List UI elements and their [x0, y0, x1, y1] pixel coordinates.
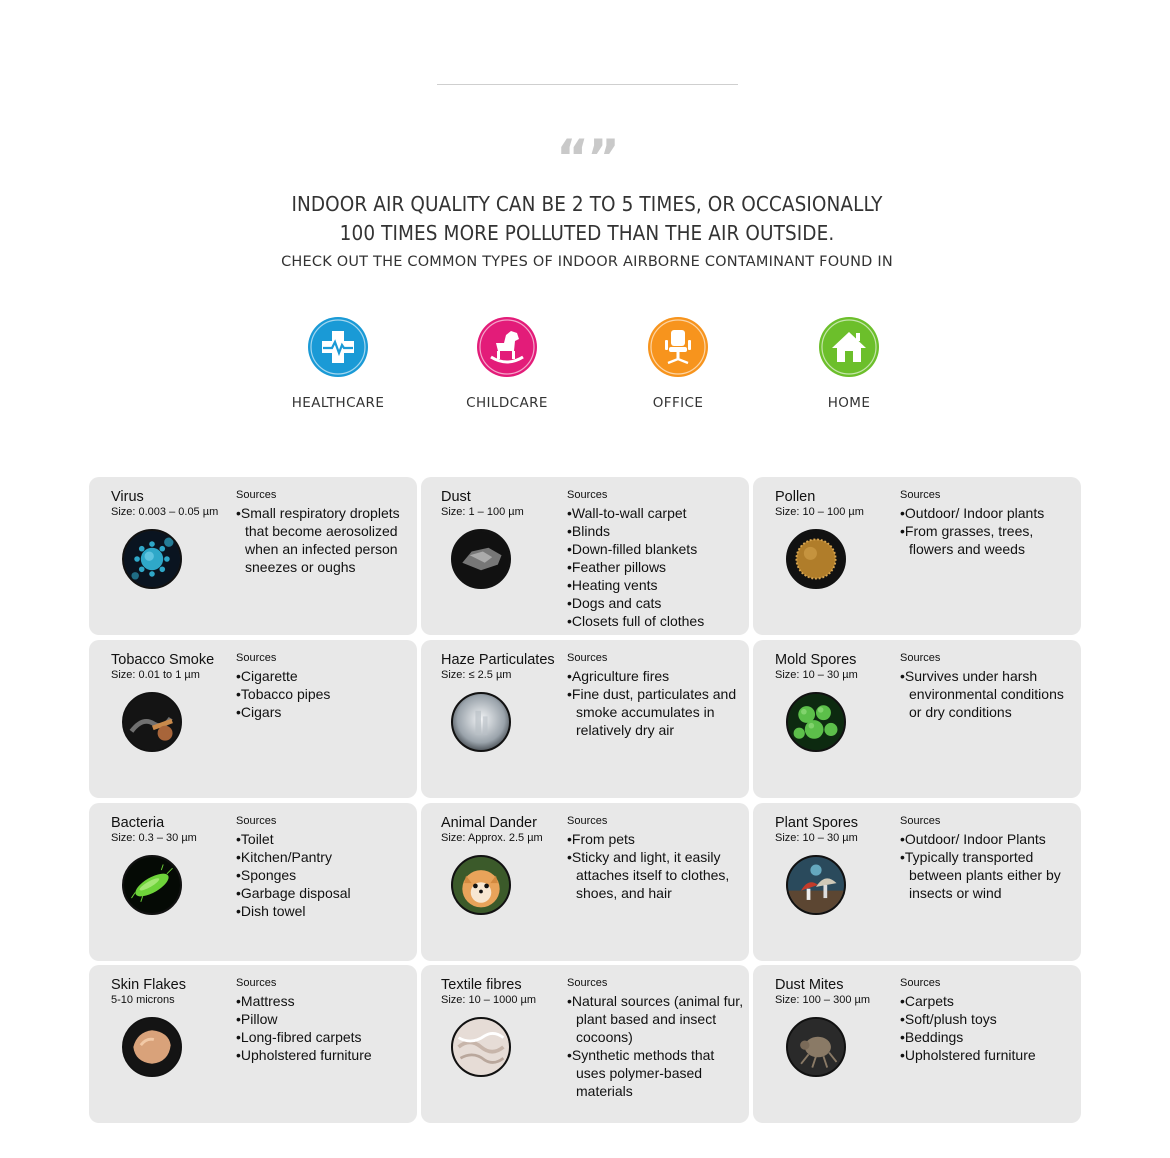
contaminant-card-skin-flakes	[89, 965, 417, 1123]
env-healthcare[interactable]	[268, 317, 408, 411]
source-item: • Feather pillows	[567, 558, 745, 576]
dust-image	[451, 529, 511, 589]
bacteria-image	[122, 855, 182, 915]
contaminant-name: Dust	[441, 489, 471, 505]
pollen-image	[786, 529, 846, 589]
source-item: • From grasses, trees, flowers and weeds	[900, 522, 1078, 558]
sources-list	[900, 992, 1078, 1064]
contaminant-card-dust	[421, 477, 749, 635]
sources-list	[900, 830, 1078, 902]
source-item: • Sticky and light, it easily attaches itself to clothes, shoes, and hair	[567, 848, 745, 902]
source-item: • Soft/plush toys	[900, 1010, 1078, 1028]
sources-list	[567, 667, 745, 739]
source-item: • Tobacco pipes	[236, 685, 414, 703]
sources-list	[567, 992, 745, 1100]
quote-icon: “”	[556, 129, 618, 187]
sources-list	[236, 504, 414, 576]
mold-spores-image	[786, 692, 846, 752]
source-item: • Outdoor/ Indoor plants	[900, 504, 1078, 522]
headline-line-1: INDOOR AIR QUALITY CAN BE 2 TO 5 TIMES, OR OCCASIONALLY	[291, 192, 883, 216]
medical-cross-icon	[308, 317, 368, 377]
haze-image	[451, 692, 511, 752]
contaminant-name: Animal Dander	[441, 815, 537, 831]
sources-list	[900, 667, 1078, 721]
contaminant-name: Pollen	[775, 489, 816, 505]
contaminant-card-animal-dander	[421, 803, 749, 961]
contaminant-size: Size: 10 – 30 µm	[775, 669, 858, 681]
contaminant-card-virus	[89, 477, 417, 635]
source-item: • Carpets	[900, 992, 1078, 1010]
source-item: • Dogs and cats	[567, 594, 745, 612]
source-item: • Toilet	[236, 830, 414, 848]
contaminant-name: Virus	[111, 489, 144, 505]
source-item: • Pillow	[236, 1010, 414, 1028]
env-home[interactable]	[779, 317, 919, 411]
contaminant-size: Size: 100 – 300 µm	[775, 994, 871, 1006]
contaminant-size: Size: 1 – 100 µm	[441, 506, 524, 518]
source-item: • Typically transported between plants either by insects or wind	[900, 848, 1078, 902]
sources-list	[236, 667, 414, 721]
source-item: • Synthetic methods that uses polymer-based materials	[567, 1046, 745, 1100]
contaminant-size: Size: 0.3 – 30 µm	[111, 832, 197, 844]
contaminant-size: 5-10 microns	[111, 994, 175, 1006]
source-item: • Cigars	[236, 703, 414, 721]
contaminant-name: Skin Flakes	[111, 977, 186, 993]
textile-fibres-image	[451, 1017, 511, 1077]
sources-list	[567, 504, 745, 630]
source-item: • Garbage disposal	[236, 884, 414, 902]
sources-label: Sources	[236, 977, 277, 989]
tobacco-smoke-image	[122, 692, 182, 752]
contaminant-card-dust-mites	[753, 965, 1081, 1123]
source-item: • Natural sources (animal fur, plant based and insect cocoons)	[567, 992, 745, 1046]
headline-line-2: 100 TIMES MORE POLLUTED THAN THE AIR OUTSIDE.	[339, 221, 835, 245]
source-item: • From pets	[567, 830, 745, 848]
source-item: • Cigarette	[236, 667, 414, 685]
source-item: • Mattress	[236, 992, 414, 1010]
source-item: • Wall-to-wall carpet	[567, 504, 745, 522]
sources-label: Sources	[236, 815, 277, 827]
env-label: OFFICE	[652, 395, 704, 411]
env-label: HEALTHCARE	[291, 395, 385, 411]
sources-label: Sources	[900, 815, 941, 827]
contaminant-size: Size: 10 – 1000 µm	[441, 994, 537, 1006]
source-item: • Outdoor/ Indoor Plants	[900, 830, 1078, 848]
contaminant-name: Dust Mites	[775, 977, 844, 993]
headline	[0, 190, 1170, 248]
source-item: • Agriculture fires	[567, 667, 745, 685]
virus-image	[122, 529, 182, 589]
contaminant-size: Size: 0.01 to 1 µm	[111, 669, 200, 681]
contaminant-name: Tobacco Smoke	[111, 652, 215, 668]
contaminant-size: Size: ≤ 2.5 µm	[441, 669, 512, 681]
source-item: • Fine dust, particulates and smoke accumulates in relatively dry air	[567, 685, 745, 739]
sources-label: Sources	[567, 652, 608, 664]
office-chair-icon	[648, 317, 708, 377]
env-label: CHILDCARE	[466, 395, 548, 411]
dust-mite-image	[786, 1017, 846, 1077]
sources-label: Sources	[567, 489, 608, 501]
source-item: • Kitchen/Pantry	[236, 848, 414, 866]
contaminant-name: Mold Spores	[775, 652, 857, 668]
contaminant-name: Textile fibres	[441, 977, 522, 993]
source-item: • Upholstered furniture	[900, 1046, 1078, 1064]
contaminant-name: Haze Particulates	[441, 652, 555, 668]
subheadline: CHECK OUT THE COMMON TYPES OF INDOOR AIRBORNE CONTAMINANT FOUND IN	[281, 254, 893, 270]
source-item: • Dish towel	[236, 902, 414, 920]
source-item: • Closets full of clothes	[567, 612, 745, 630]
source-item: • Small respiratory droplets that become aerosolized when an infected person sneezes or oughs	[236, 504, 414, 576]
contaminant-card-bacteria	[89, 803, 417, 961]
sources-label: Sources	[900, 489, 941, 501]
sources-list	[236, 992, 414, 1064]
source-item: • Sponges	[236, 866, 414, 884]
contaminant-name: Plant Spores	[775, 815, 859, 831]
contaminant-size: Size: 10 – 30 µm	[775, 832, 858, 844]
env-label: HOME	[827, 395, 871, 411]
source-item: • Heating vents	[567, 576, 745, 594]
sources-label: Sources	[900, 652, 941, 664]
source-item: • Blinds	[567, 522, 745, 540]
sources-list	[900, 504, 1078, 558]
contaminant-card-plant-spores	[753, 803, 1081, 961]
sources-label: Sources	[567, 815, 608, 827]
env-office[interactable]	[608, 317, 748, 411]
plant-spores-image	[786, 855, 846, 915]
env-childcare[interactable]	[437, 317, 577, 411]
sources-label: Sources	[567, 977, 608, 989]
top-divider	[437, 84, 738, 85]
source-item: • Upholstered furniture	[236, 1046, 414, 1064]
contaminant-name: Bacteria	[111, 815, 165, 831]
skin-flakes-image	[122, 1017, 182, 1077]
rocking-horse-icon	[477, 317, 537, 377]
sources-label: Sources	[236, 489, 277, 501]
sources-list	[567, 830, 745, 902]
contaminant-size: Size: Approx. 2.5 µm	[441, 832, 543, 844]
contaminant-card-haze	[421, 640, 749, 798]
sources-label: Sources	[900, 977, 941, 989]
sources-label: Sources	[236, 652, 277, 664]
dog-image	[451, 855, 511, 915]
source-item: • Long-fibred carpets	[236, 1028, 414, 1046]
contaminant-card-mold-spores	[753, 640, 1081, 798]
sources-list	[236, 830, 414, 920]
house-icon	[819, 317, 879, 377]
contaminant-card-pollen	[753, 477, 1081, 635]
source-item: • Survives under harsh environmental conditions or dry conditions	[900, 667, 1078, 721]
source-item: • Beddings	[900, 1028, 1078, 1046]
contaminant-card-textile-fibres	[421, 965, 749, 1123]
contaminant-size: Size: 10 – 100 µm	[775, 506, 864, 518]
contaminant-card-tobacco-smoke	[89, 640, 417, 798]
source-item: • Down-filled blankets	[567, 540, 745, 558]
contaminant-size: Size: 0.003 – 0.05 µm	[111, 506, 219, 518]
